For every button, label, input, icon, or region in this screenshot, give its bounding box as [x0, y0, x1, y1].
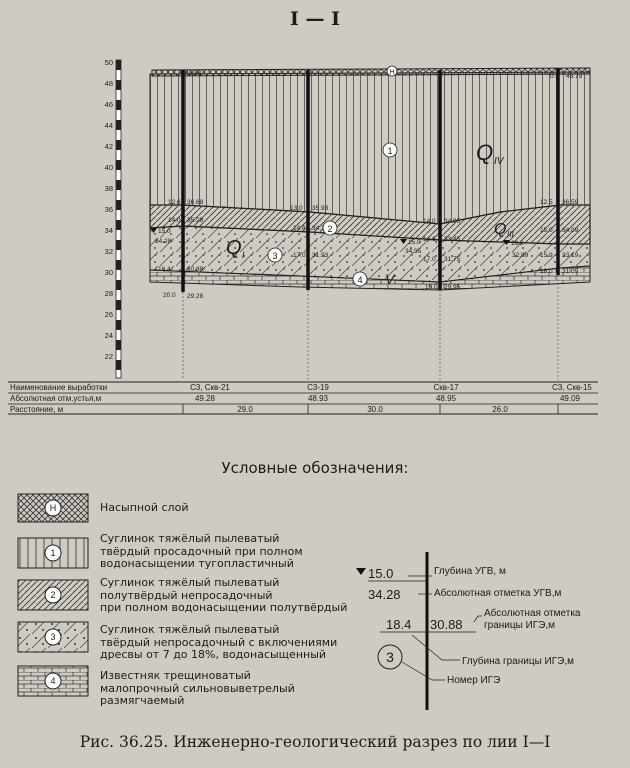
scale-label: 30 [104, 268, 113, 277]
legend-item-fill-soil [100, 502, 188, 515]
annotation: 33.45 [444, 236, 461, 243]
annotation: 30.88 [187, 266, 204, 273]
layer-badge-text: Н [389, 69, 395, 76]
key-value: 34.28 [368, 587, 401, 602]
layer-1-loam [150, 72, 590, 224]
legend-item-layer-1 [100, 533, 303, 571]
annotation: 12.5 [540, 199, 553, 206]
legend-line: полутвёрдый непросадочный [100, 588, 273, 602]
key-label: Номер ИГЭ [447, 675, 501, 686]
annotation: 15.0 [540, 227, 553, 234]
figure-caption: Рис. 36.25. Инженерно-геологический разрез по лии I—I [79, 733, 551, 751]
age-label-sub: IV [494, 156, 504, 167]
scale-label: 38 [104, 184, 113, 193]
key-value: 30.88 [430, 617, 463, 632]
annotation: 31.93 [312, 252, 329, 259]
layer-badge-text: 2 [327, 224, 333, 234]
key-label: Глубина границы ИГЭ,м [462, 656, 574, 667]
annotation: 29.95 [444, 284, 461, 291]
annotation: 36.59 [562, 199, 579, 206]
annotation: 36.68 [187, 199, 204, 206]
annotation: 32.89 [512, 252, 529, 259]
legend-line: дресвы от 7 до 18%, водонасыщенный [100, 648, 327, 661]
section-table [8, 382, 598, 414]
key-value: 15.0 [368, 566, 394, 581]
annotation: 34.09 [562, 227, 579, 234]
legend-line: при полном водонасыщении полутвёрдый [100, 601, 348, 614]
well-elevation: 49.28 [194, 394, 216, 403]
scale-label: 44 [104, 121, 113, 130]
annotation: 34.28 [155, 238, 172, 245]
legend-line: водонасыщении тугопластичный [100, 557, 294, 570]
annotation: 15.0 [158, 228, 171, 235]
table-row-label: Расстояние, м [10, 405, 64, 414]
well-name: Скв-17 [433, 383, 459, 392]
legend-item-layer-3 [100, 624, 337, 662]
well-distance: 26.0 [492, 405, 508, 414]
scale-label: 48 [104, 79, 113, 88]
annotation: 18.4 [158, 266, 171, 273]
key-label: Глубина УГВ, м [434, 566, 506, 577]
age-label-sub: I [242, 250, 245, 260]
well-distance: 30.0 [367, 405, 383, 414]
scale-label: 34 [104, 226, 113, 235]
annotation: 18.0 [540, 268, 553, 275]
elevation-scale [105, 58, 121, 378]
legend-line: твёрдый просадочный при полном [100, 544, 303, 558]
annotation: 48.79 [566, 73, 583, 80]
legend-line: Насыпной слой [100, 501, 189, 514]
legend-swatches [0, 480, 100, 710]
age-label: V [385, 271, 395, 287]
scale-label: 36 [104, 205, 113, 214]
layer-badge-text: 3 [272, 251, 278, 261]
annotation: 0.5 [550, 73, 560, 80]
table-row-label: Наименование выработки [10, 383, 108, 392]
annotation: 13.0 [290, 205, 303, 212]
legend-line: Суглинок тяжёлый пылеватый [100, 623, 280, 636]
annotation: 12.6 [168, 199, 181, 206]
legend-line: Известняк трещиноватый [100, 669, 251, 682]
well-elevation: 48.95 [435, 394, 457, 403]
well-name: С3, Скв-15 [552, 383, 592, 392]
scale-label: 32 [104, 247, 113, 256]
age-label-sub: III [507, 230, 514, 239]
section-title: I — I [289, 8, 340, 30]
swatch-number: 2 [50, 590, 56, 600]
legend-line: Суглинок тяжёлый пылеватый [100, 532, 280, 545]
scale-label: 42 [104, 142, 113, 151]
annotation: 35.28 [187, 217, 204, 224]
scale-label: 26 [104, 310, 113, 319]
annotation: 19.2 [511, 240, 524, 247]
swatch-number: Н [49, 503, 57, 513]
annotation: 14.8 [293, 225, 306, 232]
annotation: 29.28 [187, 293, 204, 300]
scale-label: 22 [104, 352, 113, 361]
key-label: Абсолютная отметка УГВ,м [434, 588, 562, 599]
scale-label: 28 [104, 289, 113, 298]
well-name: С3-19 [307, 383, 329, 392]
annotation: 17.0 [293, 252, 306, 259]
annotation: 33.19 [562, 252, 579, 259]
well-elevation: 49.09 [559, 394, 581, 403]
annotation: 35.93 [312, 205, 329, 212]
key-label: границы ИГЭ,м [484, 620, 556, 631]
legend-item-layer-4 [100, 670, 295, 708]
annotation: 34.1 [312, 225, 325, 232]
annotation: 20.0 [163, 292, 176, 299]
swatch-number: 3 [50, 632, 56, 642]
annotation: 14.6 [423, 236, 436, 243]
scale-label: 46 [104, 100, 113, 109]
annotation: 14.0 [168, 217, 181, 224]
swatch-number: 1 [50, 548, 56, 558]
well-elevation: 48.93 [307, 394, 329, 403]
key-label: Абсолютная отметка [484, 608, 581, 619]
age-label: Q [226, 237, 242, 259]
key-value: 18.4 [386, 617, 412, 632]
annotation: 34.95 [405, 248, 422, 255]
legend-line: малопрочный сильновыветрелый [100, 681, 295, 695]
annotation: 34.95 [444, 218, 461, 225]
legend-heading: Условные обозначения: [221, 459, 409, 477]
annotation: 31.75 [444, 256, 461, 263]
scale-label: 50 [104, 58, 113, 67]
annotation: 31.09 [562, 268, 579, 275]
table-row-label: Абсолютная отм.устья,м [10, 394, 102, 403]
layer-badge-text: 4 [357, 275, 363, 285]
legend-line: размягчаемый [100, 694, 185, 707]
annotation: 15.9 [540, 252, 553, 259]
annotation: 17.0 [423, 256, 436, 263]
key-ige-number: 3 [386, 649, 394, 665]
annotation: 15.0 [408, 239, 421, 246]
scale-label: 24 [104, 331, 113, 340]
layer-badge-text: 1 [387, 146, 393, 156]
age-label: Q [476, 140, 494, 165]
well-key-diagram [350, 550, 630, 710]
annotation: 19.0 [425, 284, 438, 291]
legend-line: твёрдый непросадочный с включениями [100, 635, 338, 649]
legend-item-layer-2 [100, 577, 347, 615]
well-name: С3, Скв-21 [190, 383, 230, 392]
annotation: 48.88 [185, 70, 202, 77]
annotation: 14.0 [423, 218, 436, 225]
scale-label: 40 [104, 163, 113, 172]
age-label: Q [494, 221, 507, 238]
swatch-number: 4 [50, 676, 56, 686]
legend-line: Суглинок тяжёлый пылеватый [100, 576, 280, 589]
well-distance: 29.0 [237, 405, 253, 414]
